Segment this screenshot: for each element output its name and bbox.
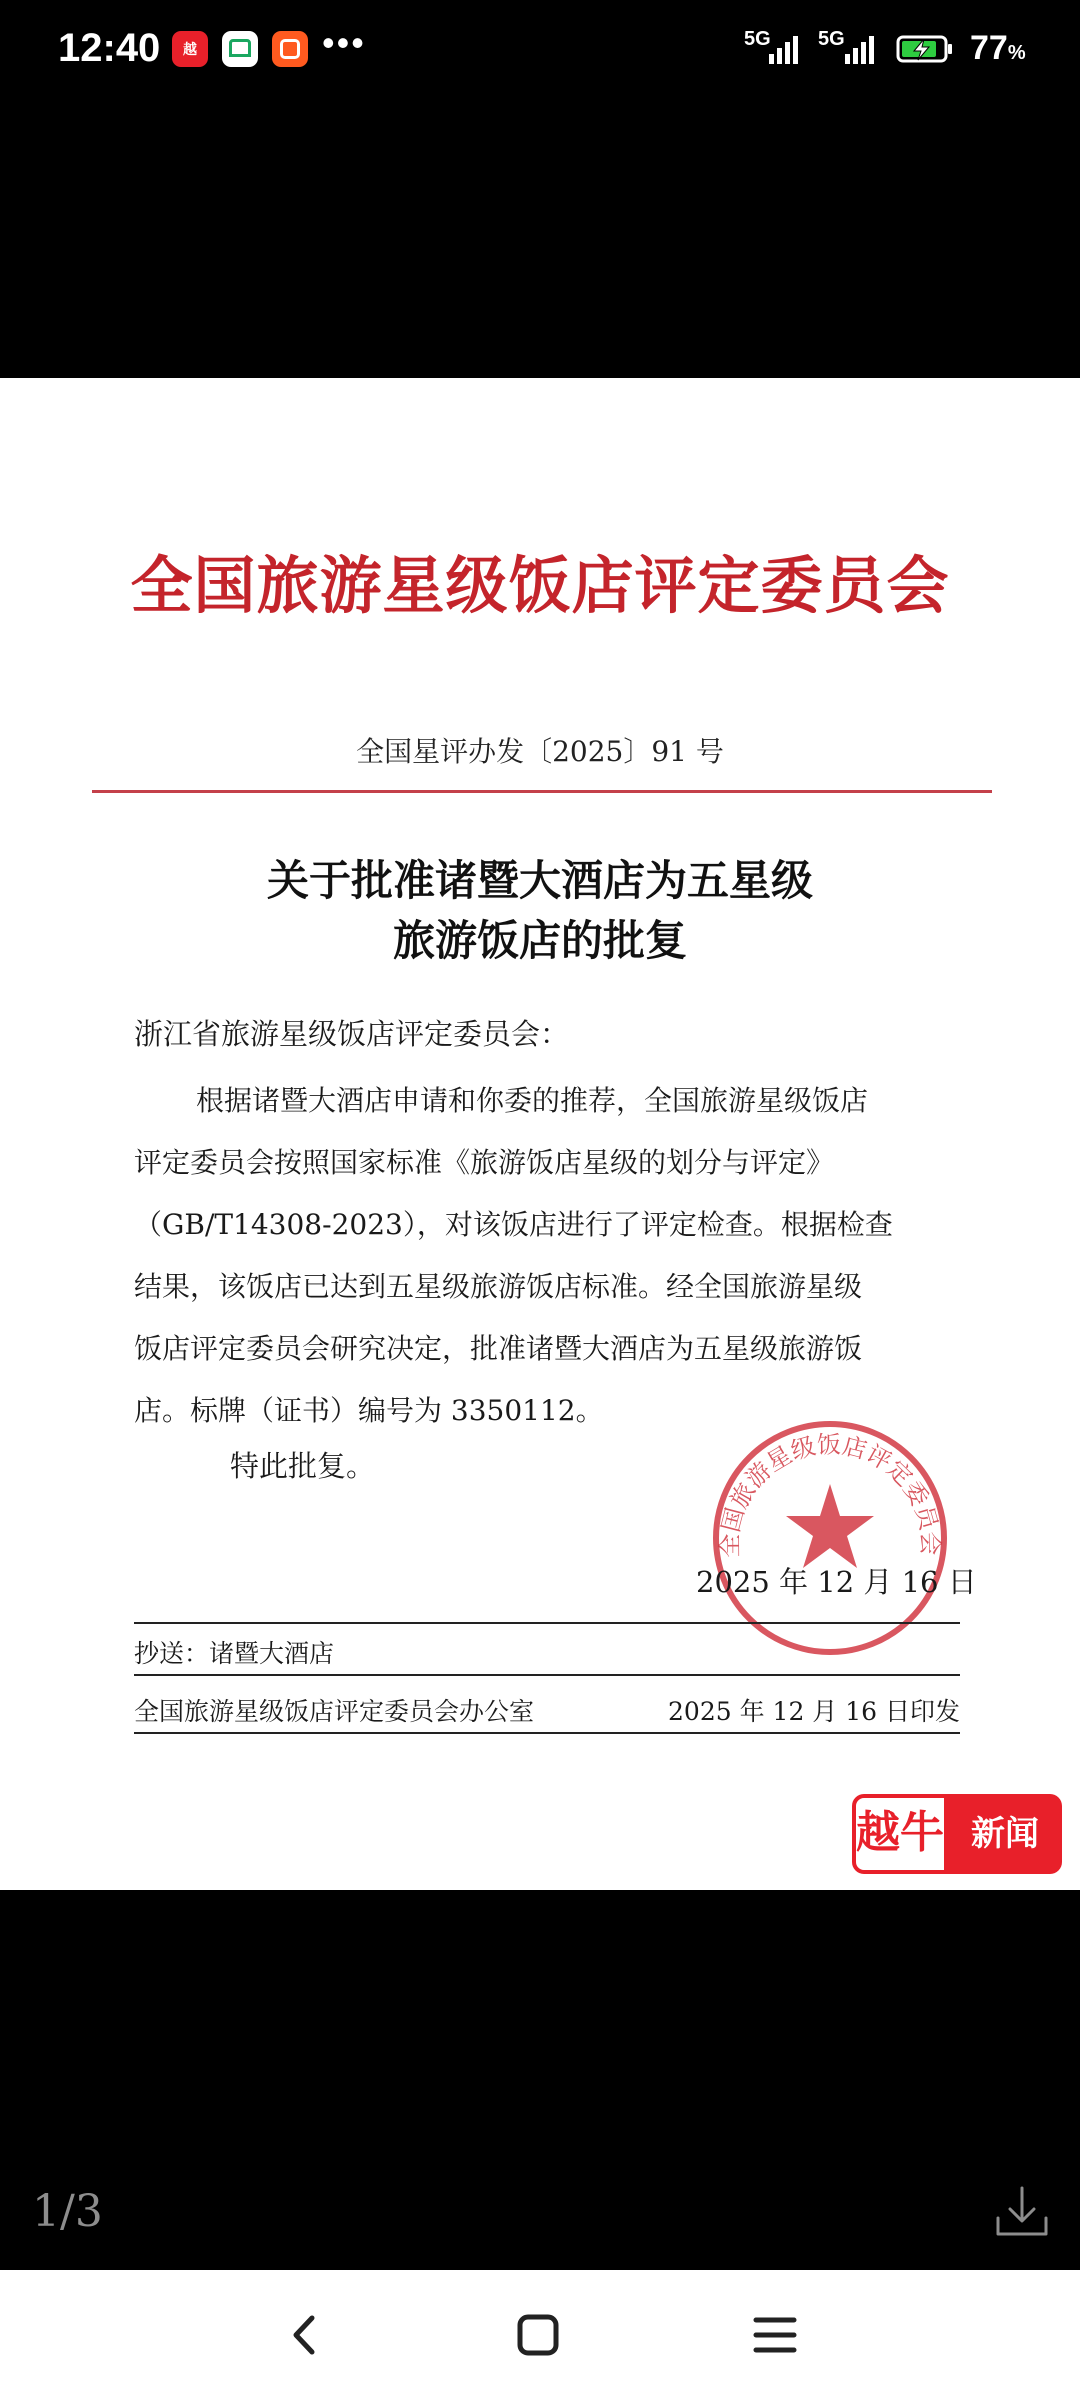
navigation-bar — [0, 2270, 1080, 2400]
document-issuer: 全国旅游星级饭店评定委员会办公室 — [134, 1697, 535, 1726]
document-closing: 特此批复。 — [230, 1449, 376, 1483]
footer-line — [134, 1732, 960, 1734]
signal-icon — [768, 34, 804, 64]
document-number: 全国星评办发〔2025〕91 号 — [356, 735, 724, 768]
body-line: 饭店评定委员会研究决定，批准诸暨大酒店为五星级旅游饭 — [134, 1332, 863, 1365]
official-seal — [706, 1414, 954, 1662]
document-cc: 抄送：诸暨大酒店 — [134, 1639, 335, 1668]
home-icon[interactable] — [503, 2300, 573, 2370]
more-notifications-icon: ••• — [322, 22, 366, 63]
back-icon[interactable] — [270, 2300, 340, 2370]
download-icon[interactable] — [990, 2180, 1054, 2244]
battery-charging-icon — [896, 34, 954, 64]
yueniu-news-icon: 越 — [172, 31, 208, 67]
footer-line — [134, 1674, 960, 1676]
document-title-line-2: 旅游饭店的批复 — [392, 916, 687, 965]
battery-percent: 77% — [970, 29, 1026, 67]
page-counter: 1/3 — [32, 2186, 103, 2237]
logo-left: 越牛 — [852, 1794, 948, 1874]
body-line: 评定委员会按照国家标准《旅游饭店星级的划分与评定》 — [134, 1146, 835, 1179]
body-line: 根据诸暨大酒店申请和你委的推荐，全国旅游星级饭店 — [196, 1084, 869, 1117]
body-line: （GB/T14308-2023），对该饭店进行了评定检查。根据检查 — [134, 1208, 893, 1241]
body-line: 结果，该饭店已达到五星级旅游饭店标准。经全国旅游星级 — [134, 1270, 863, 1303]
body-line: 店。标牌（证书）编号为 3350112。 — [134, 1394, 604, 1427]
status-time: 12:40 — [58, 26, 161, 70]
footer-line — [134, 1622, 960, 1624]
document-org-header: 全国旅游星级饭店评定委员会 — [130, 549, 950, 622]
orange-app-icon — [272, 31, 308, 67]
signal-icon — [844, 34, 880, 64]
status-bar — [0, 0, 1080, 100]
logo-right: 新闻 — [948, 1794, 1062, 1874]
document-date: 2025 年 12 月 16 日 — [696, 1565, 977, 1599]
document-title-line-1: 关于批准诸暨大酒店为五星级 — [266, 856, 813, 905]
network-type-2: 5G — [818, 28, 845, 50]
svg-text:全国旅游星级饭店评定委员会: 全国旅游星级饭店评定委员会 — [715, 1430, 945, 1558]
document-issue-date: 2025 年 12 月 16 日印发 — [668, 1697, 960, 1726]
menu-icon[interactable] — [740, 2300, 810, 2370]
home-app-icon — [222, 31, 258, 67]
header-divider — [92, 790, 992, 793]
network-type-1: 5G — [744, 28, 771, 50]
document-salutation: 浙江省旅游星级饭店评定委员会： — [134, 1017, 570, 1051]
document-body — [134, 1070, 964, 1442]
document-image[interactable] — [0, 378, 1080, 1890]
yueniu-news-logo — [852, 1794, 1062, 1874]
